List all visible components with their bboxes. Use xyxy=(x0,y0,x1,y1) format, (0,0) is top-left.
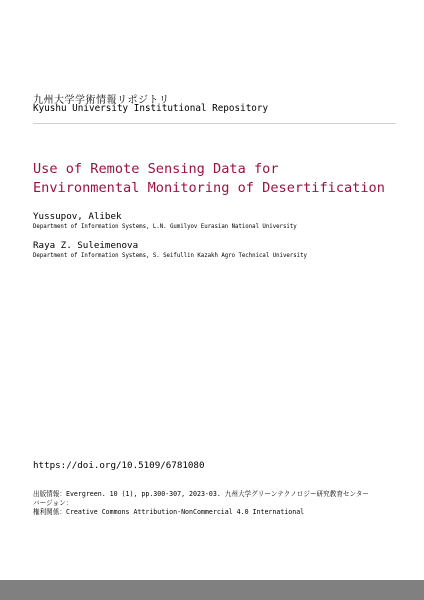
header-divider xyxy=(33,123,396,124)
repository-name-ja: 九州大学学術情報リポジトリ xyxy=(33,95,170,106)
author-name: Raya Z. Suleimenova xyxy=(33,240,139,251)
publication-info: 出版情報：Evergreen. 10 (1), pp.300-307, 2023-03. 九州大学グリーンテクノロジー研究教育センター xyxy=(33,490,370,498)
doi-link[interactable]: https://doi.org/10.5109/6781080 xyxy=(33,460,205,471)
rights-info: 権利関係：Creative Commons Attribution-NonCommercial 4.0 International xyxy=(33,508,305,517)
repository-name-en: Kyushu University Institutional Repository xyxy=(33,103,269,114)
author-affiliation: Department of Information Systems, S. Seifullin Kazakh Agro Technical University xyxy=(33,253,307,259)
author-name: Yussupov, Alibek xyxy=(33,211,122,222)
version-info: バージョン： xyxy=(33,499,73,508)
metadata-block xyxy=(33,490,398,518)
author-affiliation: Department of Information Systems, L.N. Gumilyov Eurasian National University xyxy=(33,224,297,230)
footer-bar xyxy=(0,580,424,600)
paper-title: Use of Remote Sensing Data for Environmental Monitoring of Desertification xyxy=(33,161,385,196)
